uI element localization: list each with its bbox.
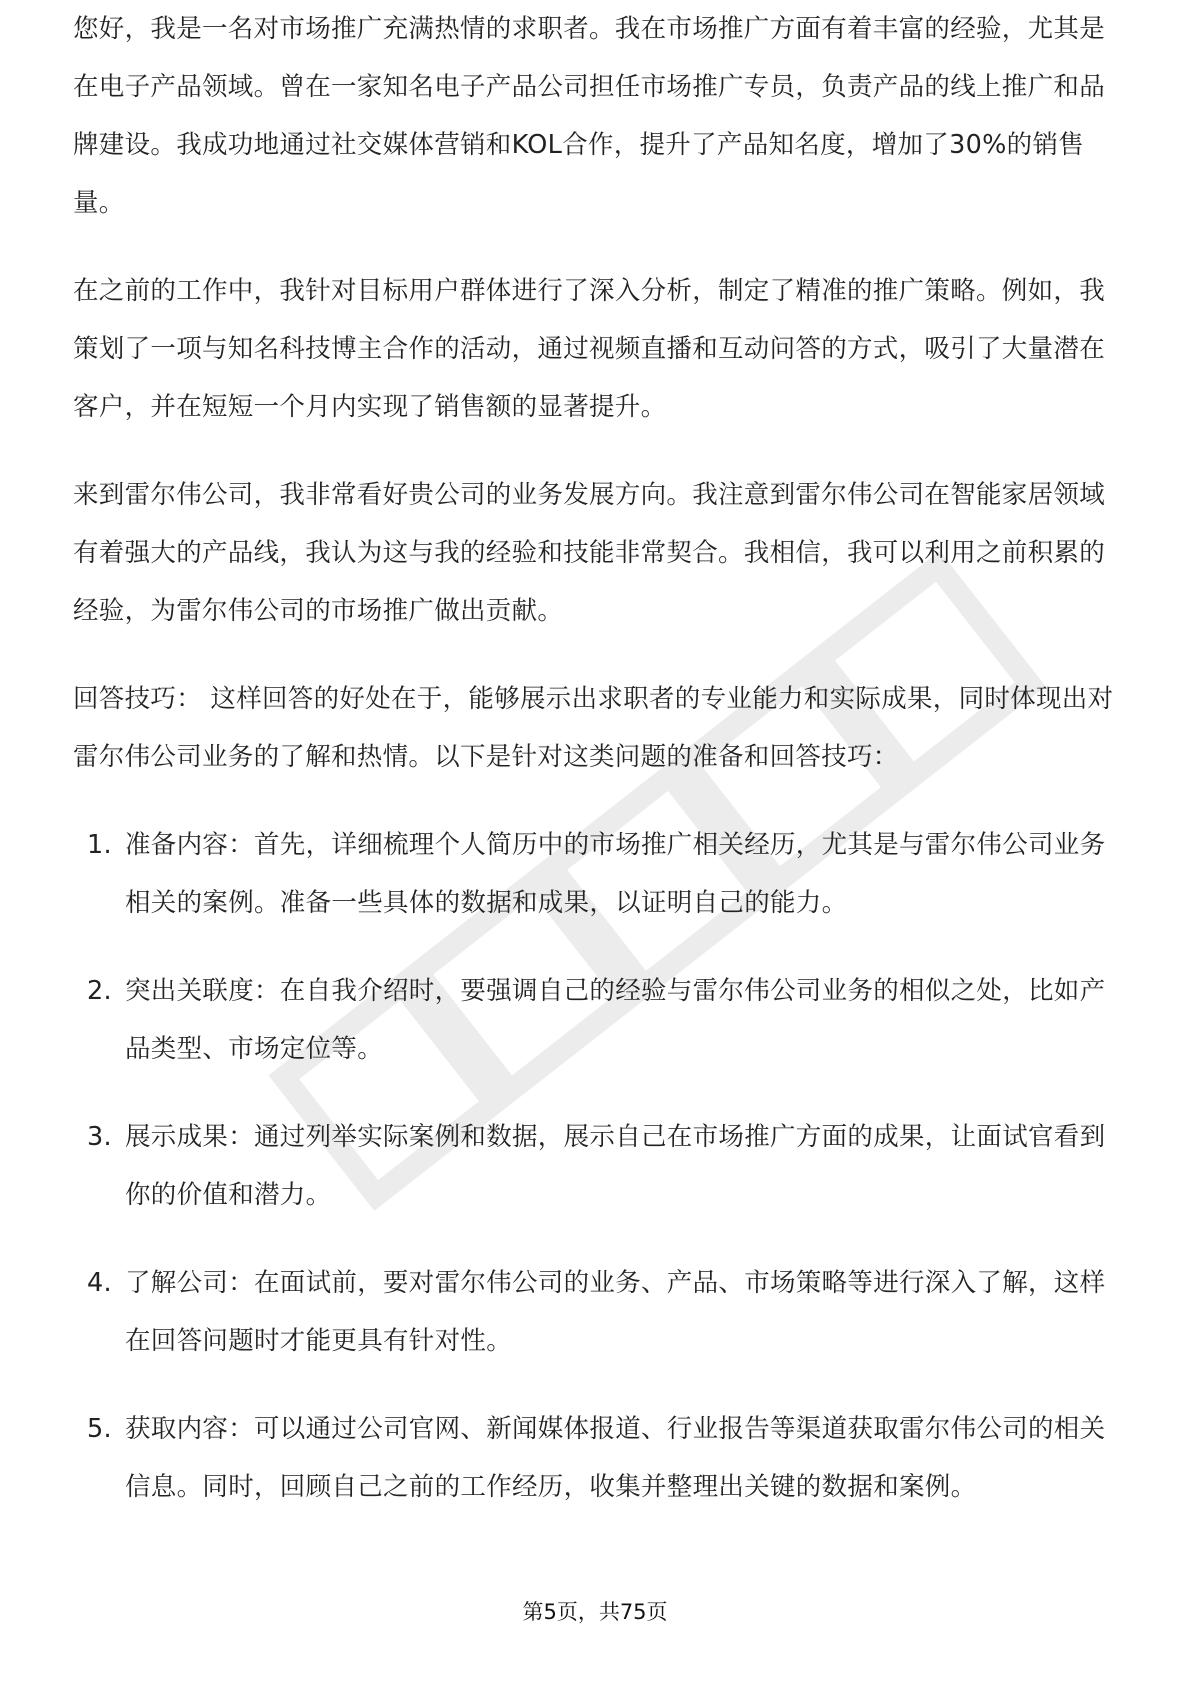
list-item-number: 4. — [87, 1268, 112, 1298]
list-item-number: 1. — [87, 830, 112, 860]
list-item — [73, 1254, 1123, 1370]
list-item-number: 2. — [87, 976, 112, 1006]
paragraph-company: 来到雷尔伟公司，我非常看好贵公司的业务发展方向。我注意到雷尔伟公司在智能家居领域有着强大的产品线，我认为这与我的经验和技能非常契合。我相信，我可以利用之前积累的经验，为雷尔伟公司的市场推广做出贡献。 — [73, 480, 1106, 626]
list-item — [73, 962, 1123, 1078]
list-item — [73, 816, 1123, 932]
list-item-number: 5. — [87, 1414, 112, 1444]
document-body — [73, 14, 1123, 1546]
tips-list — [73, 816, 1123, 1516]
list-item-text: 突出关联度：在自我介绍时，要强调自己的经验与雷尔伟公司业务的相似之处，比如产品类型、市场定位等。 — [125, 976, 1106, 1064]
page-number-footer: 第5页，共75页 — [522, 1600, 668, 1624]
list-item-text: 了解公司：在面试前，要对雷尔伟公司的业务、产品、市场策略等进行深入了解，这样在回答问题时才能更具有针对性。 — [125, 1268, 1106, 1356]
list-item-text: 获取内容：可以通过公司官网、新闻媒体报道、行业报告等渠道获取雷尔伟公司的相关信息。同时，回顾自己之前的工作经历，收集并整理出关键的数据和案例。 — [125, 1414, 1106, 1502]
list-item-text: 展示成果：通过列举实际案例和数据，展示自己在市场推广方面的成果，让面试官看到你的价值和潜力。 — [125, 1122, 1106, 1210]
paragraph-intro: 您好，我是一名对市场推广充满热情的求职者。我在市场推广方面有着丰富的经验，尤其是在电子产品领域。曾在一家知名电子产品公司担任市场推广专员，负责产品的线上推广和品牌建设。我成功地通过社交媒体营销和KOL合作，提升了产品知名度，增加了30%的销售量。 — [73, 14, 1106, 218]
paragraph-experience: 在之前的工作中，我针对目标用户群体进行了深入分析，制定了精准的推广策略。例如，我策划了一项与知名科技博主合作的活动，通过视频直播和互动问答的方式，吸引了大量潜在客户，并在短短一个月内实现了销售额的显著提升。 — [73, 276, 1106, 422]
paragraph-tips-intro: 回答技巧： 这样回答的好处在于，能够展示出求职者的专业能力和实际成果，同时体现出对雷尔伟公司业务的了解和热情。以下是针对这类问题的准备和回答技巧： — [73, 684, 1114, 772]
list-item — [73, 1400, 1123, 1516]
list-item — [73, 1108, 1123, 1224]
list-item-number: 3. — [87, 1122, 112, 1152]
list-item-text: 准备内容：首先，详细梳理个人简历中的市场推广相关经历，尤其是与雷尔伟公司业务相关的案例。准备一些具体的数据和成果，以证明自己的能力。 — [125, 830, 1106, 918]
